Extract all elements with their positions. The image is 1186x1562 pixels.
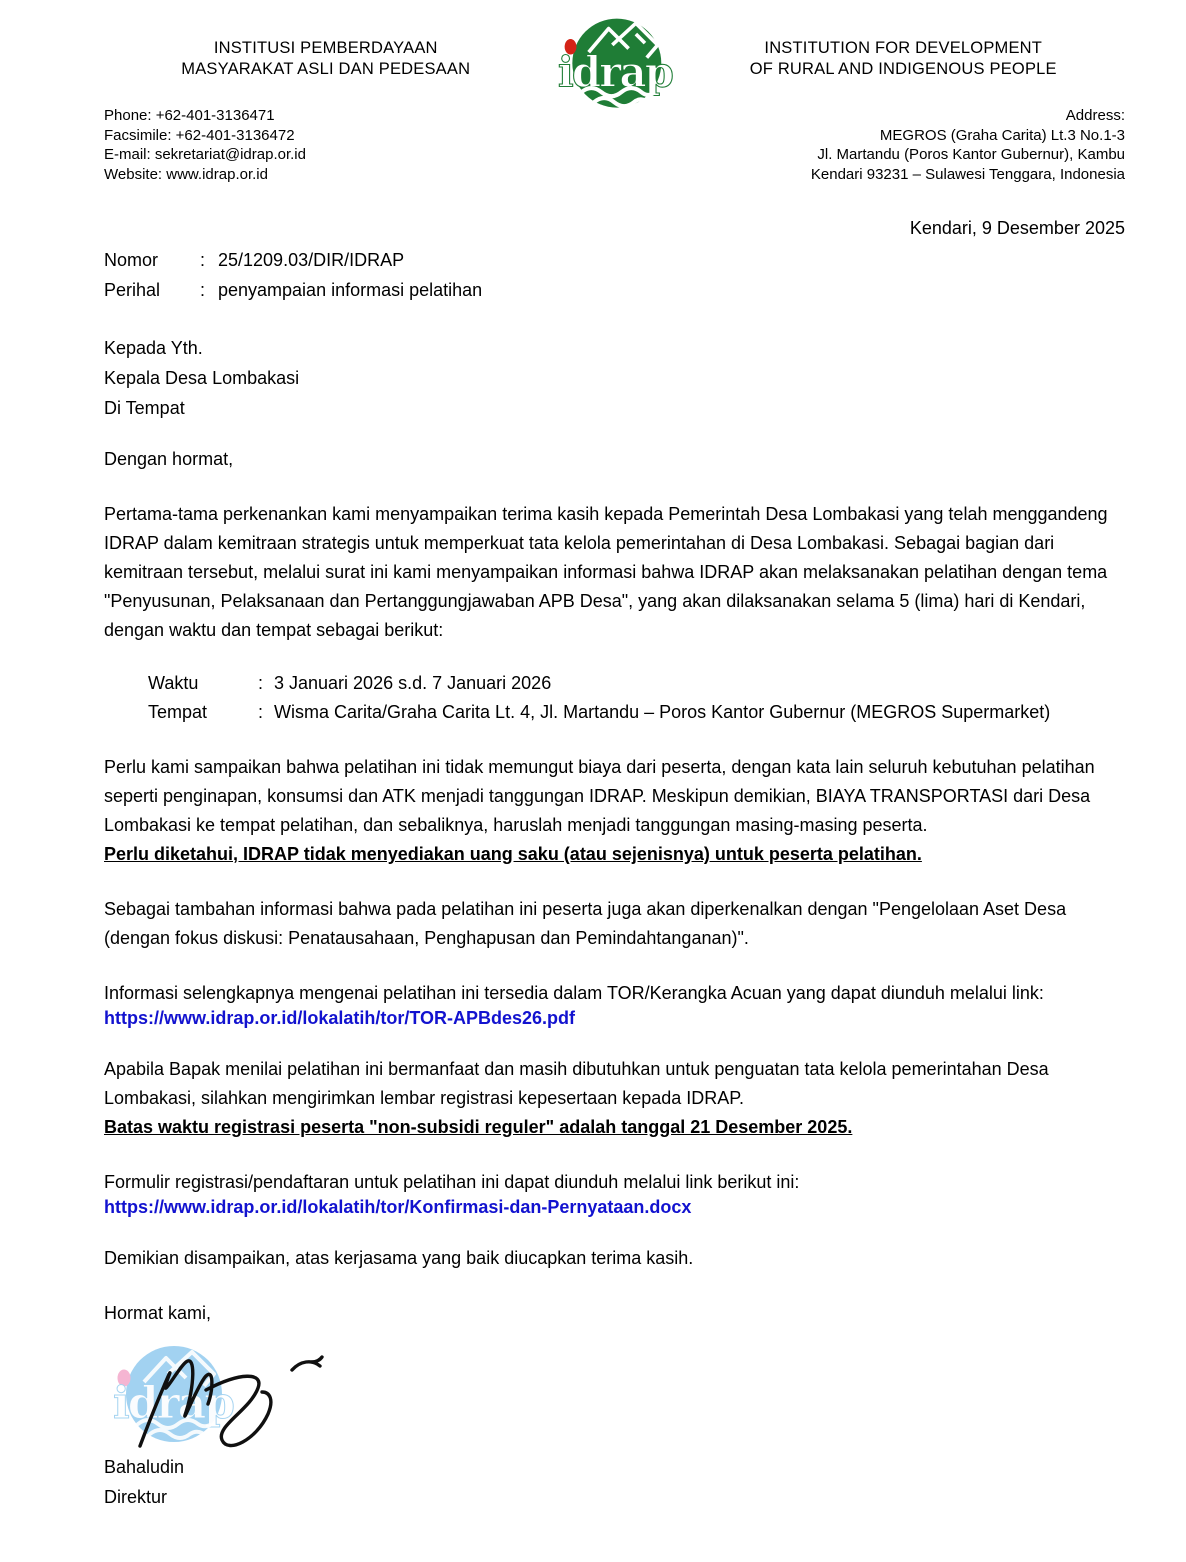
- idrap-logo: [556, 14, 674, 114]
- salutation: Dengan hormat,: [104, 449, 234, 469]
- idrap-logo-icon: [556, 14, 674, 114]
- email-line: E-mail: sekretariat@idrap.or.id: [104, 146, 306, 163]
- schedule-block: [104, 669, 1125, 727]
- logo-wordmark: idrap: [557, 47, 672, 97]
- nomor-value: 25/1209.03/DIR/IDRAP: [218, 250, 405, 270]
- tempat-value: Wisma Carita/Graha Carita Lt. 4, Jl. Martandu – Poros Kantor Gubernur (MEGROS Supermarket): [274, 702, 1051, 722]
- paragraph-extra-topic: Sebagai tambahan informasi bahwa pada pelatihan ini peserta juga akan diperkenalkan dengan "Pengelolaan Aset Desa (dengan fokus diskusi: Penatausahaan, Penghapusan dan Pemindahtanganan)".: [104, 899, 1067, 948]
- letterhead: [104, 12, 1125, 114]
- perihal-value: penyampaian informasi pelatihan: [218, 280, 483, 300]
- recipient-line1: Kepada Yth.: [104, 338, 203, 358]
- tempat-label: Tempat: [148, 702, 208, 722]
- address-line2: Jl. Martandu (Poros Kantor Gubernur), Kambu: [817, 146, 1125, 163]
- perihal-label: Perihal: [104, 280, 161, 300]
- org-id-line2: MASYARAKAT ASLI DAN PEDESAAN: [181, 60, 471, 78]
- tor-link[interactable]: https://www.idrap.or.id/lokalatih/tor/TOR-APBdes26.pdf: [104, 1008, 576, 1028]
- paragraph-form-info: Formulir registrasi/pendaftaran untuk pelatihan ini dapat diunduh melalui link berikut ini:: [104, 1172, 800, 1192]
- phone-line: Phone: +62-401-3136471: [104, 107, 275, 124]
- recipient-line3: Di Tempat: [104, 398, 185, 418]
- signature-stamp-area: [104, 1330, 444, 1452]
- waktu-colon: :: [258, 673, 264, 693]
- stamp-wordmark: idrap: [113, 1378, 233, 1429]
- org-name-english: [682, 12, 1126, 80]
- note-no-allowance: Perlu diketahui, IDRAP tidak menyediakan uang saku (atau sejenisnya) untuk peserta pelatihan.: [104, 844, 922, 864]
- org-en-line2: OF RURAL AND INDIGENOUS PEOPLE: [749, 60, 1057, 78]
- waktu-value: 3 Januari 2026 s.d. 7 Januari 2026: [274, 673, 552, 693]
- nomor-row: [104, 245, 1125, 275]
- closing-line: Demikian disampaikan, atas kerjasama yang baik diucapkan terima kasih.: [104, 1248, 694, 1268]
- signer-name: Bahaludin: [104, 1457, 185, 1477]
- paragraph-tor-info: Informasi selengkapnya mengenai pelatihan ini tersedia dalam TOR/Kerangka Acuan yang dapat diunduh melalui link:: [104, 983, 1044, 1003]
- perihal-row: [104, 275, 1125, 305]
- stamp-and-signature-icon: [96, 1328, 436, 1478]
- org-en-line1: INSTITUTION FOR DEVELOPMENT: [764, 39, 1043, 57]
- fax-line: Facsimile: +62-401-3136472: [104, 126, 295, 144]
- nomor-colon: :: [200, 250, 206, 270]
- address-label: Address:: [1065, 107, 1125, 124]
- paragraph-intro: Pertama-tama perkenankan kami menyampaikan terima kasih kepada Pemerintah Desa Lombakasi yang telah menggandeng IDRAP dalam kemitraan strategis untuk memperkuat tata kelola pemerintahan di Desa Lombakasi. Sebagai bagian dari kemitraan tersebut, melalui surat ini kami menyampaikan informasi bahwa IDRAP akan melaksanakan pelatihan dengan tema "Penyusunan, Pelaksanaan dan Pertanggungjawaban APB Desa", yang akan dilaksanakan selama 5 (lima) hari di Kendari, dengan waktu dan tempat sebagai berikut:: [104, 504, 1108, 640]
- nomor-label: Nomor: [104, 250, 159, 270]
- letter-meta: [104, 245, 1125, 305]
- paragraph-cost: Perlu kami sampaikan bahwa pelatihan ini tidak memungut biaya dari peserta, dengan kata lain seluruh kebutuhan pelatihan seperti penginapan, konsumsi dan ATK menjadi tanggungan IDRAP. Meskipun demikian, BIAYA TRANSPORTASI dari Desa Lombakasi ke tempat pelatihan, dan sebaliknya, haruslah menjadi tanggungan masing-masing peserta.: [104, 757, 1095, 835]
- letter-date: Kendari, 9 Desember 2025: [909, 218, 1125, 238]
- tempat-colon: :: [258, 702, 264, 722]
- note-registration-deadline: Batas waktu registrasi peserta "non-subsidi reguler" adalah tanggal 21 Desember 2025.: [104, 1117, 853, 1137]
- tempat-row: [104, 698, 1125, 727]
- recipient-line2: Kepala Desa Lombakasi: [104, 368, 300, 388]
- org-id-line1: INSTITUSI PEMBERDAYAAN: [213, 39, 438, 57]
- contact-block: [104, 106, 306, 184]
- perihal-colon: :: [200, 280, 206, 300]
- signoff-line: Hormat kami,: [104, 1303, 212, 1323]
- org-name-indonesian: [104, 12, 548, 80]
- address-line3: Kendari 93231 – Sulawesi Tenggara, Indonesia: [810, 165, 1125, 183]
- signer-title: Direktur: [104, 1487, 168, 1507]
- waktu-row: [104, 669, 1125, 698]
- address-block: [811, 106, 1125, 184]
- registration-form-link[interactable]: https://www.idrap.or.id/lokalatih/tor/Konfirmasi-dan-Pernyataan.docx: [104, 1197, 692, 1217]
- contact-address-row: [104, 106, 1125, 184]
- address-line1: MEGROS (Graha Carita) Lt.3 No.1-3: [879, 126, 1125, 144]
- waktu-label: Waktu: [148, 673, 199, 693]
- website-line: Website: www.idrap.or.id: [104, 165, 268, 183]
- recipient-block: [104, 333, 1125, 423]
- paragraph-registration: Apabila Bapak menilai pelatihan ini bermanfaat dan masih dibutuhkan untuk penguatan tata kelola pemerintahan Desa Lombakasi, silahkan mengirimkan lembar registrasi kepesertaan kepada IDRAP.: [104, 1059, 1049, 1108]
